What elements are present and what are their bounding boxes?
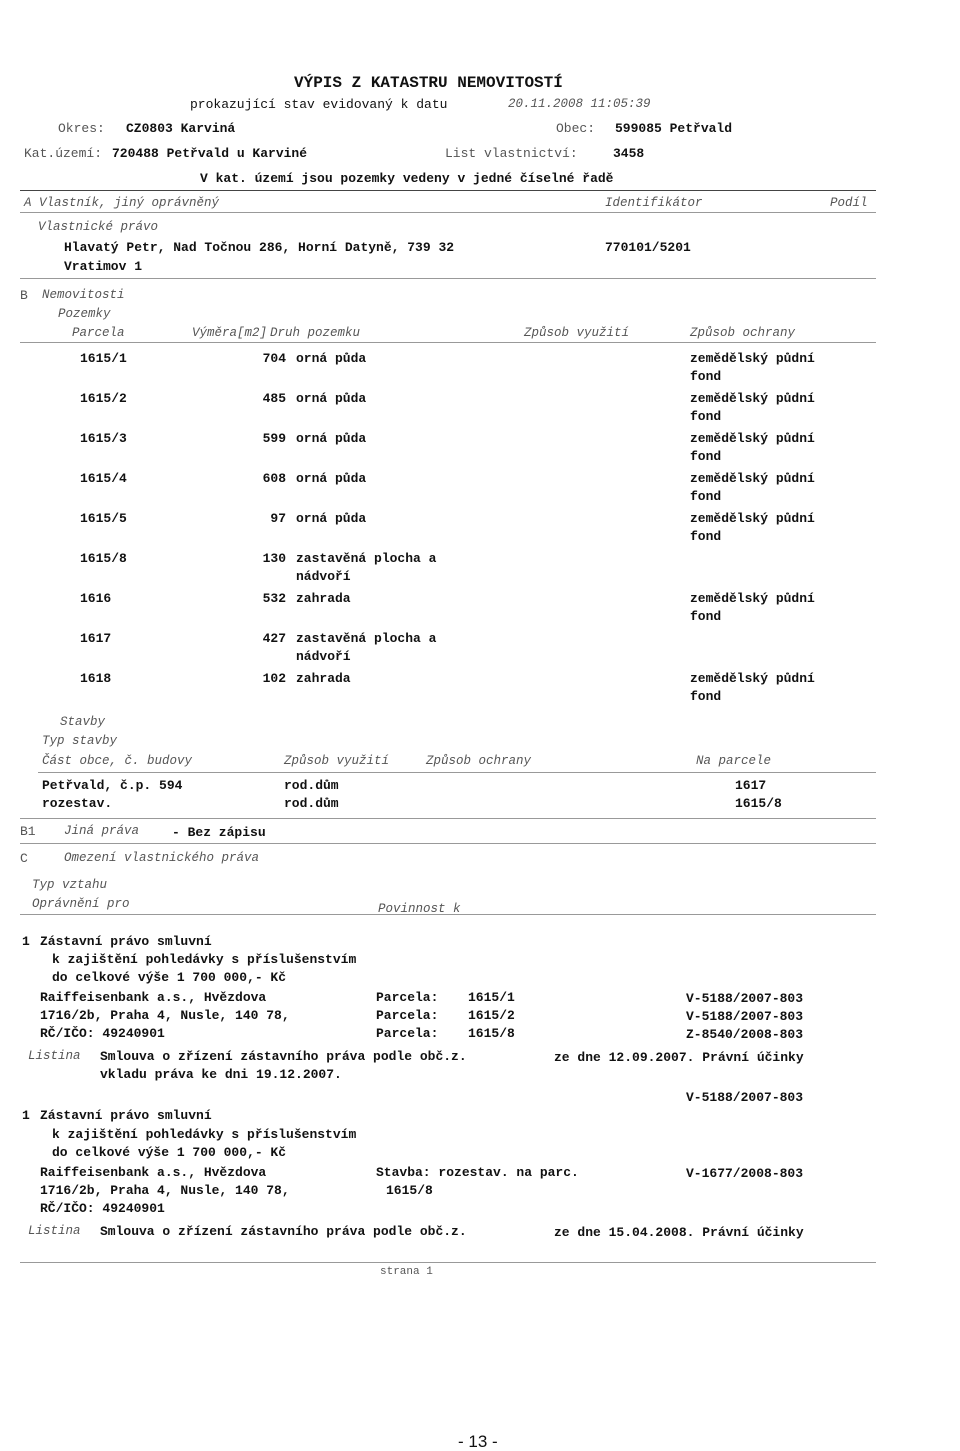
- parcel-label: Parcela:: [376, 1026, 439, 1041]
- divider: [20, 818, 876, 819]
- divider: [20, 278, 876, 279]
- entry-number: 1: [22, 934, 30, 949]
- parcel-type: zahrada: [296, 591, 351, 606]
- pozemky-label: Pozemky: [58, 307, 111, 321]
- owner-name-address: Hlavatý Petr, Nad Točnou 286, Horní Datyně, 739 32: [64, 240, 455, 255]
- building-reference: Stavba: rozestav. na parc.: [376, 1165, 579, 1180]
- col-podil: Podíl: [830, 196, 868, 210]
- creditor-name: Raiffeisenbank a.s., Hvězdova: [40, 990, 267, 1005]
- col-druh-pozemku: Druh pozemku: [270, 326, 361, 340]
- building-use: rod.dům: [284, 796, 339, 811]
- entry-type: Zástavní právo smluvní: [40, 934, 212, 949]
- parcel-type-line2: nádvoří: [296, 569, 351, 584]
- parcel-protection: zemědělský půdní: [690, 511, 815, 526]
- parcel-protection-line2: fond: [690, 369, 722, 384]
- divider: [20, 843, 876, 844]
- parcel-area: 599: [262, 431, 286, 446]
- creditor-address: 1716/2b, Praha 4, Nusle, 140 78,: [40, 1008, 290, 1023]
- parcel-protection-line2: fond: [690, 449, 722, 464]
- parcel-area: 608: [262, 471, 286, 486]
- parcel-type: orná půda: [296, 351, 367, 366]
- parcel-area: 102: [262, 671, 286, 686]
- okres-value: CZ0803 Karviná: [126, 121, 236, 136]
- parcel-number: 1615/1: [80, 351, 127, 366]
- parcel-area: 427: [262, 631, 286, 646]
- parcel-type: orná půda: [296, 391, 367, 406]
- parcel-protection: zemědělský půdní: [690, 471, 815, 486]
- parcel-number: 1615/4: [80, 471, 127, 486]
- opravneni-pro-label: Oprávnění pro: [32, 897, 130, 911]
- creditor-name: Raiffeisenbank a.s., Hvězdova: [40, 1165, 267, 1180]
- reference-number: V-1677/2008-803: [686, 1166, 804, 1181]
- owner-address-line2: Vratimov 1: [64, 259, 143, 274]
- parcel-protection-line2: fond: [690, 489, 722, 504]
- povinnost-k-label: Povinnost k: [378, 902, 461, 916]
- entry-type: Zástavní právo smluvní: [40, 1108, 212, 1123]
- col-zpusob-ochrany: Způsob ochrany: [690, 326, 796, 340]
- entry-amount: do celkové výše 1 700 000,- Kč: [52, 1145, 287, 1160]
- divider: [20, 190, 876, 191]
- creditor-address: 1716/2b, Praha 4, Nusle, 140 78,: [40, 1183, 290, 1198]
- entry-amount: do celkové výše 1 700 000,- Kč: [52, 970, 287, 985]
- section-b-letter: B: [20, 288, 28, 303]
- col-cast-obce: Část obce, č. budovy: [42, 754, 193, 768]
- building-location: rozestav.: [42, 796, 113, 811]
- parcel-type: zahrada: [296, 671, 351, 686]
- col-building-vyuziti: Způsob využití: [284, 754, 390, 768]
- parcel-number: 1615/5: [80, 511, 127, 526]
- listina-date: ze dne 15.04.2008. Právní účinky: [554, 1225, 804, 1240]
- divider: [20, 914, 876, 915]
- lv-label: List vlastnictví:: [445, 146, 578, 161]
- entry-description: k zajištění pohledávky s příslušenstvím: [52, 1127, 357, 1142]
- listina-text-line2: vkladu práva ke dni 19.12.2007.: [100, 1067, 342, 1082]
- vlastnicke-pravo-label: Vlastnické právo: [38, 220, 159, 234]
- building-parcel: 1615/8: [386, 1183, 433, 1198]
- reference-number: Z-8540/2008-803: [686, 1027, 804, 1042]
- col-building-ochrany: Způsob ochrany: [426, 754, 532, 768]
- section-c-letter: C: [20, 851, 28, 866]
- parcel-number: 1615/2: [80, 391, 127, 406]
- section-a-heading: A Vlastník, jiný oprávněný: [24, 196, 220, 210]
- parcel-type: orná půda: [296, 511, 367, 526]
- parcel-area: 97: [270, 511, 286, 526]
- section-b-heading: Nemovitosti: [42, 288, 125, 302]
- col-na-parcele: Na parcele: [696, 754, 772, 768]
- parcel-number: 1617: [80, 631, 112, 646]
- katuzemi-label: Kat.území:: [24, 146, 103, 161]
- document-title: VÝPIS Z KATASTRU NEMOVITOSTÍ: [294, 74, 563, 92]
- divider: [20, 342, 876, 343]
- parcel-type: zastavěná plocha a: [296, 551, 437, 566]
- col-vymera: Výměra[m2]: [192, 326, 268, 340]
- parcel-label: Parcela:: [376, 1008, 439, 1023]
- parcel-protection-line2: fond: [690, 609, 722, 624]
- creditor-ico: RČ/IČO: 49240901: [40, 1026, 165, 1041]
- reference-number: V-5188/2007-803: [686, 991, 804, 1006]
- col-identifikator: Identifikátor: [605, 196, 703, 210]
- subtitle-prefix: prokazující stav evidovaný k datu: [190, 97, 448, 112]
- typ-vztahu-label: Typ vztahu: [32, 878, 108, 892]
- parcel-number: 1615/3: [80, 431, 127, 446]
- parcel-protection: zemědělský půdní: [690, 671, 815, 686]
- section-b1-letter: B1: [20, 824, 36, 839]
- divider: [20, 1262, 876, 1263]
- parcel-number: 1616: [80, 591, 112, 606]
- stavby-label: Stavby: [60, 715, 106, 729]
- parcel-protection-line2: fond: [690, 529, 722, 544]
- building-parcel: 1617: [735, 778, 767, 793]
- listina-label: Listina: [28, 1224, 81, 1238]
- listina-date: ze dne 12.09.2007. Právní účinky: [554, 1050, 804, 1065]
- col-parcela: Parcela: [72, 326, 125, 340]
- col-zpusob-vyuziti: Způsob využití: [524, 326, 630, 340]
- parcel-protection: zemědělský půdní: [690, 351, 815, 366]
- parcel-label: Parcela:: [376, 990, 439, 1005]
- listina-text: Smlouva o zřízení zástavního práva podle obč.z.: [100, 1049, 467, 1064]
- section-c-heading: Omezení vlastnického práva: [64, 851, 260, 865]
- section-b1-heading: Jiná práva: [64, 824, 140, 838]
- parcel-number: 1615/8: [80, 551, 127, 566]
- parcel-value: 1615/1: [468, 990, 515, 1005]
- obec-value: 599085 Petřvald: [615, 121, 733, 136]
- page-number: - 13 -: [458, 1432, 498, 1451]
- parcel-protection: zemědělský půdní: [690, 391, 815, 406]
- parcel-type: zastavěná plocha a: [296, 631, 437, 646]
- parcel-protection: zemědělský půdní: [690, 431, 815, 446]
- parcel-area: 130: [262, 551, 286, 566]
- parcel-protection-line2: fond: [690, 689, 722, 704]
- parcel-value: 1615/2: [468, 1008, 515, 1023]
- entry-description: k zajištění pohledávky s příslušenstvím: [52, 952, 357, 967]
- creditor-ico: RČ/IČO: 49240901: [40, 1201, 165, 1216]
- entry-number: 1: [22, 1108, 30, 1123]
- section-b1-value: - Bez zápisu: [172, 825, 266, 840]
- divider: [20, 212, 876, 213]
- subtitle-date: 20.11.2008 11:05:39: [508, 97, 651, 111]
- parcel-value: 1615/8: [468, 1026, 515, 1041]
- obec-label: Obec:: [556, 121, 596, 136]
- page-strana: strana 1: [380, 1266, 433, 1278]
- building-use: rod.dům: [284, 778, 339, 793]
- divider: [38, 772, 876, 773]
- lv-value: 3458: [613, 146, 645, 161]
- okres-label: Okres:: [58, 121, 105, 136]
- typ-stavby-label: Typ stavby: [42, 734, 118, 748]
- parcel-area: 532: [262, 591, 286, 606]
- listina-label: Listina: [28, 1049, 81, 1063]
- parcel-type-line2: nádvoří: [296, 649, 351, 664]
- parcel-protection: zemědělský půdní: [690, 591, 815, 606]
- parcel-number: 1618: [80, 671, 112, 686]
- series-note: V kat. území jsou pozemky vedeny v jedné číselné řadě: [200, 171, 614, 186]
- parcel-area: 704: [262, 351, 286, 366]
- katuzemi-value: 720488 Petřvald u Karviné: [112, 146, 308, 161]
- listina-reference: V-5188/2007-803: [686, 1090, 804, 1105]
- parcel-protection-line2: fond: [690, 409, 722, 424]
- building-parcel: 1615/8: [735, 796, 782, 811]
- owner-identifier: 770101/5201: [605, 240, 691, 255]
- reference-number: V-5188/2007-803: [686, 1009, 804, 1024]
- listina-text: Smlouva o zřízení zástavního práva podle obč.z.: [100, 1224, 467, 1239]
- parcel-type: orná půda: [296, 431, 367, 446]
- parcel-type: orná půda: [296, 471, 367, 486]
- building-location: Petřvald, č.p. 594: [42, 778, 183, 793]
- parcel-area: 485: [262, 391, 286, 406]
